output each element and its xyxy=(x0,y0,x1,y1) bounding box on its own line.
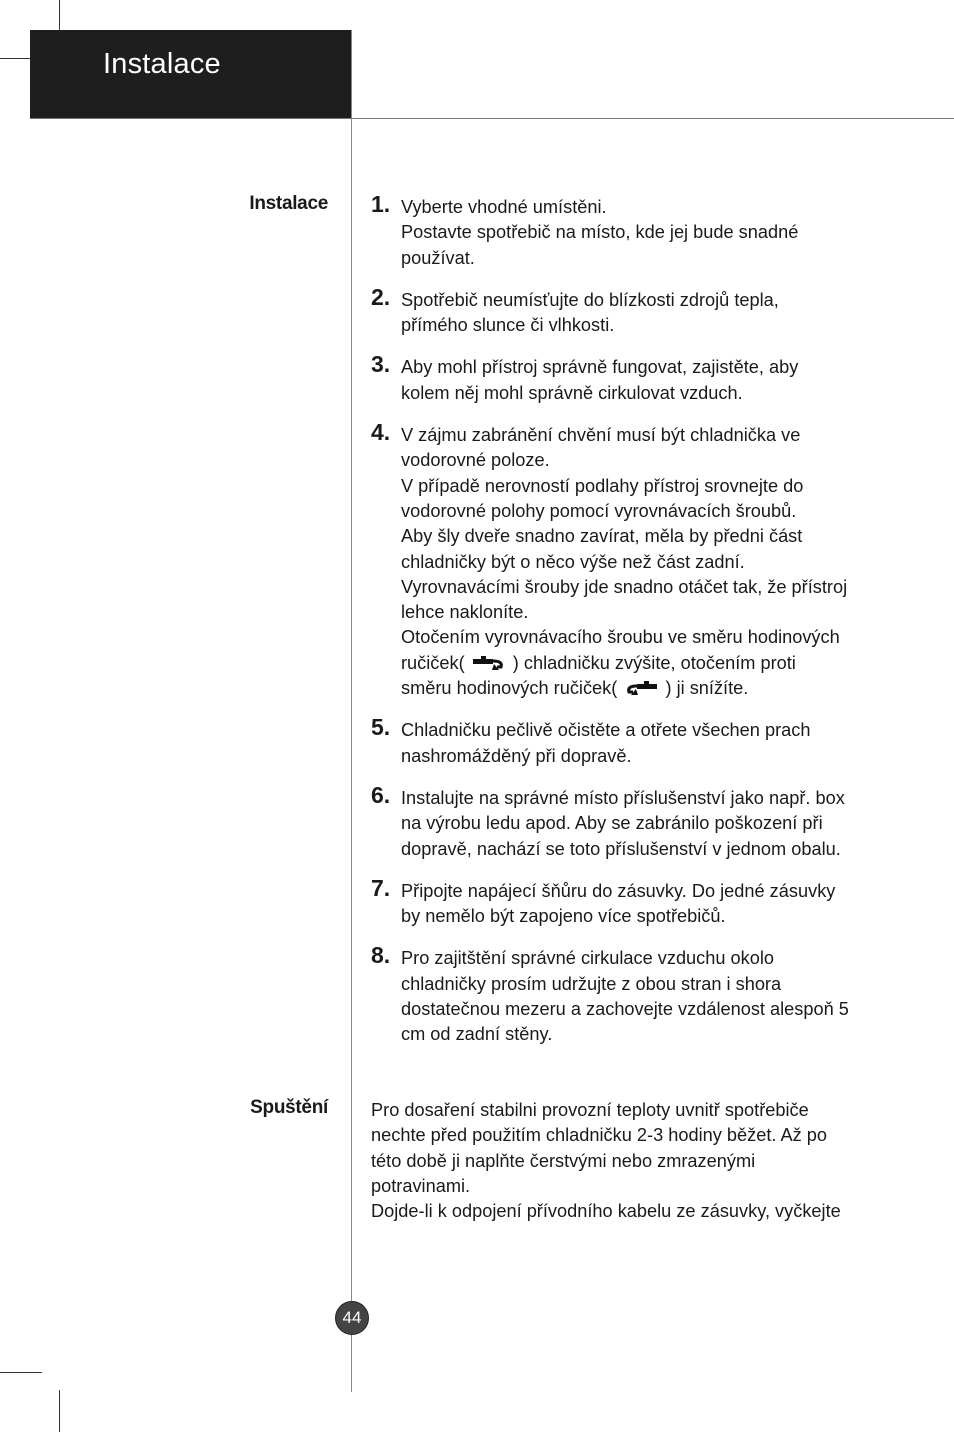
step-text: Otočením vyrovnávacího šroubu ve směru hodinových xyxy=(401,627,840,648)
paragraph-line: Pro dosaření stabilni provozní teploty uvnitř spotřebiče xyxy=(371,1100,809,1120)
step-4 xyxy=(371,419,911,701)
text-fragment: směru hodinových ručiček( xyxy=(401,678,618,699)
step-text: Vyberte vhodné umístěni. xyxy=(401,197,607,217)
section-label-installation: Instalace xyxy=(249,193,328,214)
step-6 xyxy=(371,781,911,862)
installation-steps xyxy=(371,191,911,1065)
header-divider xyxy=(30,118,954,119)
step-number: 5. xyxy=(371,714,391,741)
step-5 xyxy=(371,714,911,769)
step-text: V zájmu zabránění chvění musí být chladnička ve xyxy=(401,425,801,446)
step-text: Připojte napájecí šňůru do zásuvky. Do jedné zásuvky xyxy=(401,880,836,901)
step-text: cm od zadní stěny. xyxy=(401,1024,553,1045)
step-text: nashromážděný při dopravě. xyxy=(401,745,632,766)
clockwise-arrow-icon xyxy=(472,655,506,671)
paragraph-line: této době ji naplňte čerstvými nebo zmrazenými xyxy=(371,1150,756,1171)
step-number: 3. xyxy=(371,351,391,378)
step-number: 4. xyxy=(371,419,391,446)
step-text: Postavte spotřebič na místo, kde jej bude snadné xyxy=(401,222,799,243)
crop-mark xyxy=(0,1372,42,1373)
step-number: 6. xyxy=(371,781,391,808)
step-text: používat. xyxy=(401,247,475,268)
startup-paragraph xyxy=(371,1098,911,1224)
step-number: 8. xyxy=(371,942,391,969)
paragraph-line: potravinami. xyxy=(371,1175,471,1196)
step-text: dostatečnou mezeru a zachovejte vzdálenost alespoň 5 xyxy=(401,999,849,1020)
paragraph-line: nechte před použitím chladničku 2-3 hodiny běžet. Až po xyxy=(371,1125,827,1146)
step-text-counterclockwise xyxy=(401,676,911,701)
step-text: Instalujte na správné místo příslušenství jako např. box xyxy=(401,787,845,808)
paragraph-line: Dojde-li k odpojení přívodního kabelu ze zásuvky, vyčkejte xyxy=(371,1201,841,1222)
step-number: 1. xyxy=(371,191,391,217)
step-3 xyxy=(371,351,911,406)
step-text: přímého slunce či vlhkosti. xyxy=(401,315,615,336)
crop-mark xyxy=(59,1390,60,1432)
step-text: Chladničku pečlivě očistěte a otřete všechen prach xyxy=(401,720,811,741)
step-number: 2. xyxy=(371,283,391,310)
step-text: V případě nerovností podlahy přístroj srovnejte do xyxy=(401,475,804,496)
crop-mark xyxy=(0,58,30,59)
step-text: vodorovné polohy pomocí vyrovnávacích šroubů. xyxy=(401,500,797,521)
crop-mark xyxy=(59,0,60,30)
step-text: Aby mohl přístroj správně fungovat, zajistěte, aby xyxy=(401,357,799,378)
step-8 xyxy=(371,942,911,1047)
text-fragment: ručiček( xyxy=(401,652,465,673)
text-fragment: ) chladničku zvýšite, otočením proti xyxy=(512,652,796,673)
page-number-badge: 44 xyxy=(335,1301,369,1335)
column-divider xyxy=(351,30,352,1392)
step-text-clockwise xyxy=(401,651,911,676)
step-text: dopravě, nachází se toto příslušenství v jednom obalu. xyxy=(401,838,841,859)
step-text: lehce nakloníte. xyxy=(401,602,529,623)
step-text: kolem něj mohl správně cirkulovat vzduch. xyxy=(401,382,743,403)
step-number: 7. xyxy=(371,874,391,901)
step-text: chladničky prosím udržujte z obou stran i shora xyxy=(401,973,782,994)
page-title: Instalace xyxy=(103,48,221,80)
step-text: Aby šly dveře snadno zavírat, měla by předni část xyxy=(401,526,803,547)
counterclockwise-arrow-icon xyxy=(624,680,658,696)
step-text: chladničky být o něco výše než část zadní. xyxy=(401,551,745,572)
step-text: Pro zajitštění správné cirkulace vzduchu okolo xyxy=(401,948,775,969)
step-text: by nemělo být zapojeno více spotřebičů. xyxy=(401,906,726,927)
step-2 xyxy=(371,283,911,339)
step-text: na výrobu ledu apod. Aby se zabránilo poškození při xyxy=(401,813,823,834)
step-text: Vyrovnavácími šrouby jde snadno otáčet tak, že přístroj xyxy=(401,576,848,597)
section-label-startup: Spuštění xyxy=(250,1097,328,1118)
step-1 xyxy=(371,191,911,271)
step-text: vodorovné poloze. xyxy=(401,450,550,471)
step-7 xyxy=(371,874,911,930)
step-text: Spotřebič neumísťujte do blízkosti zdrojů tepla, xyxy=(401,289,779,310)
text-fragment: ) ji snížíte. xyxy=(665,678,749,699)
